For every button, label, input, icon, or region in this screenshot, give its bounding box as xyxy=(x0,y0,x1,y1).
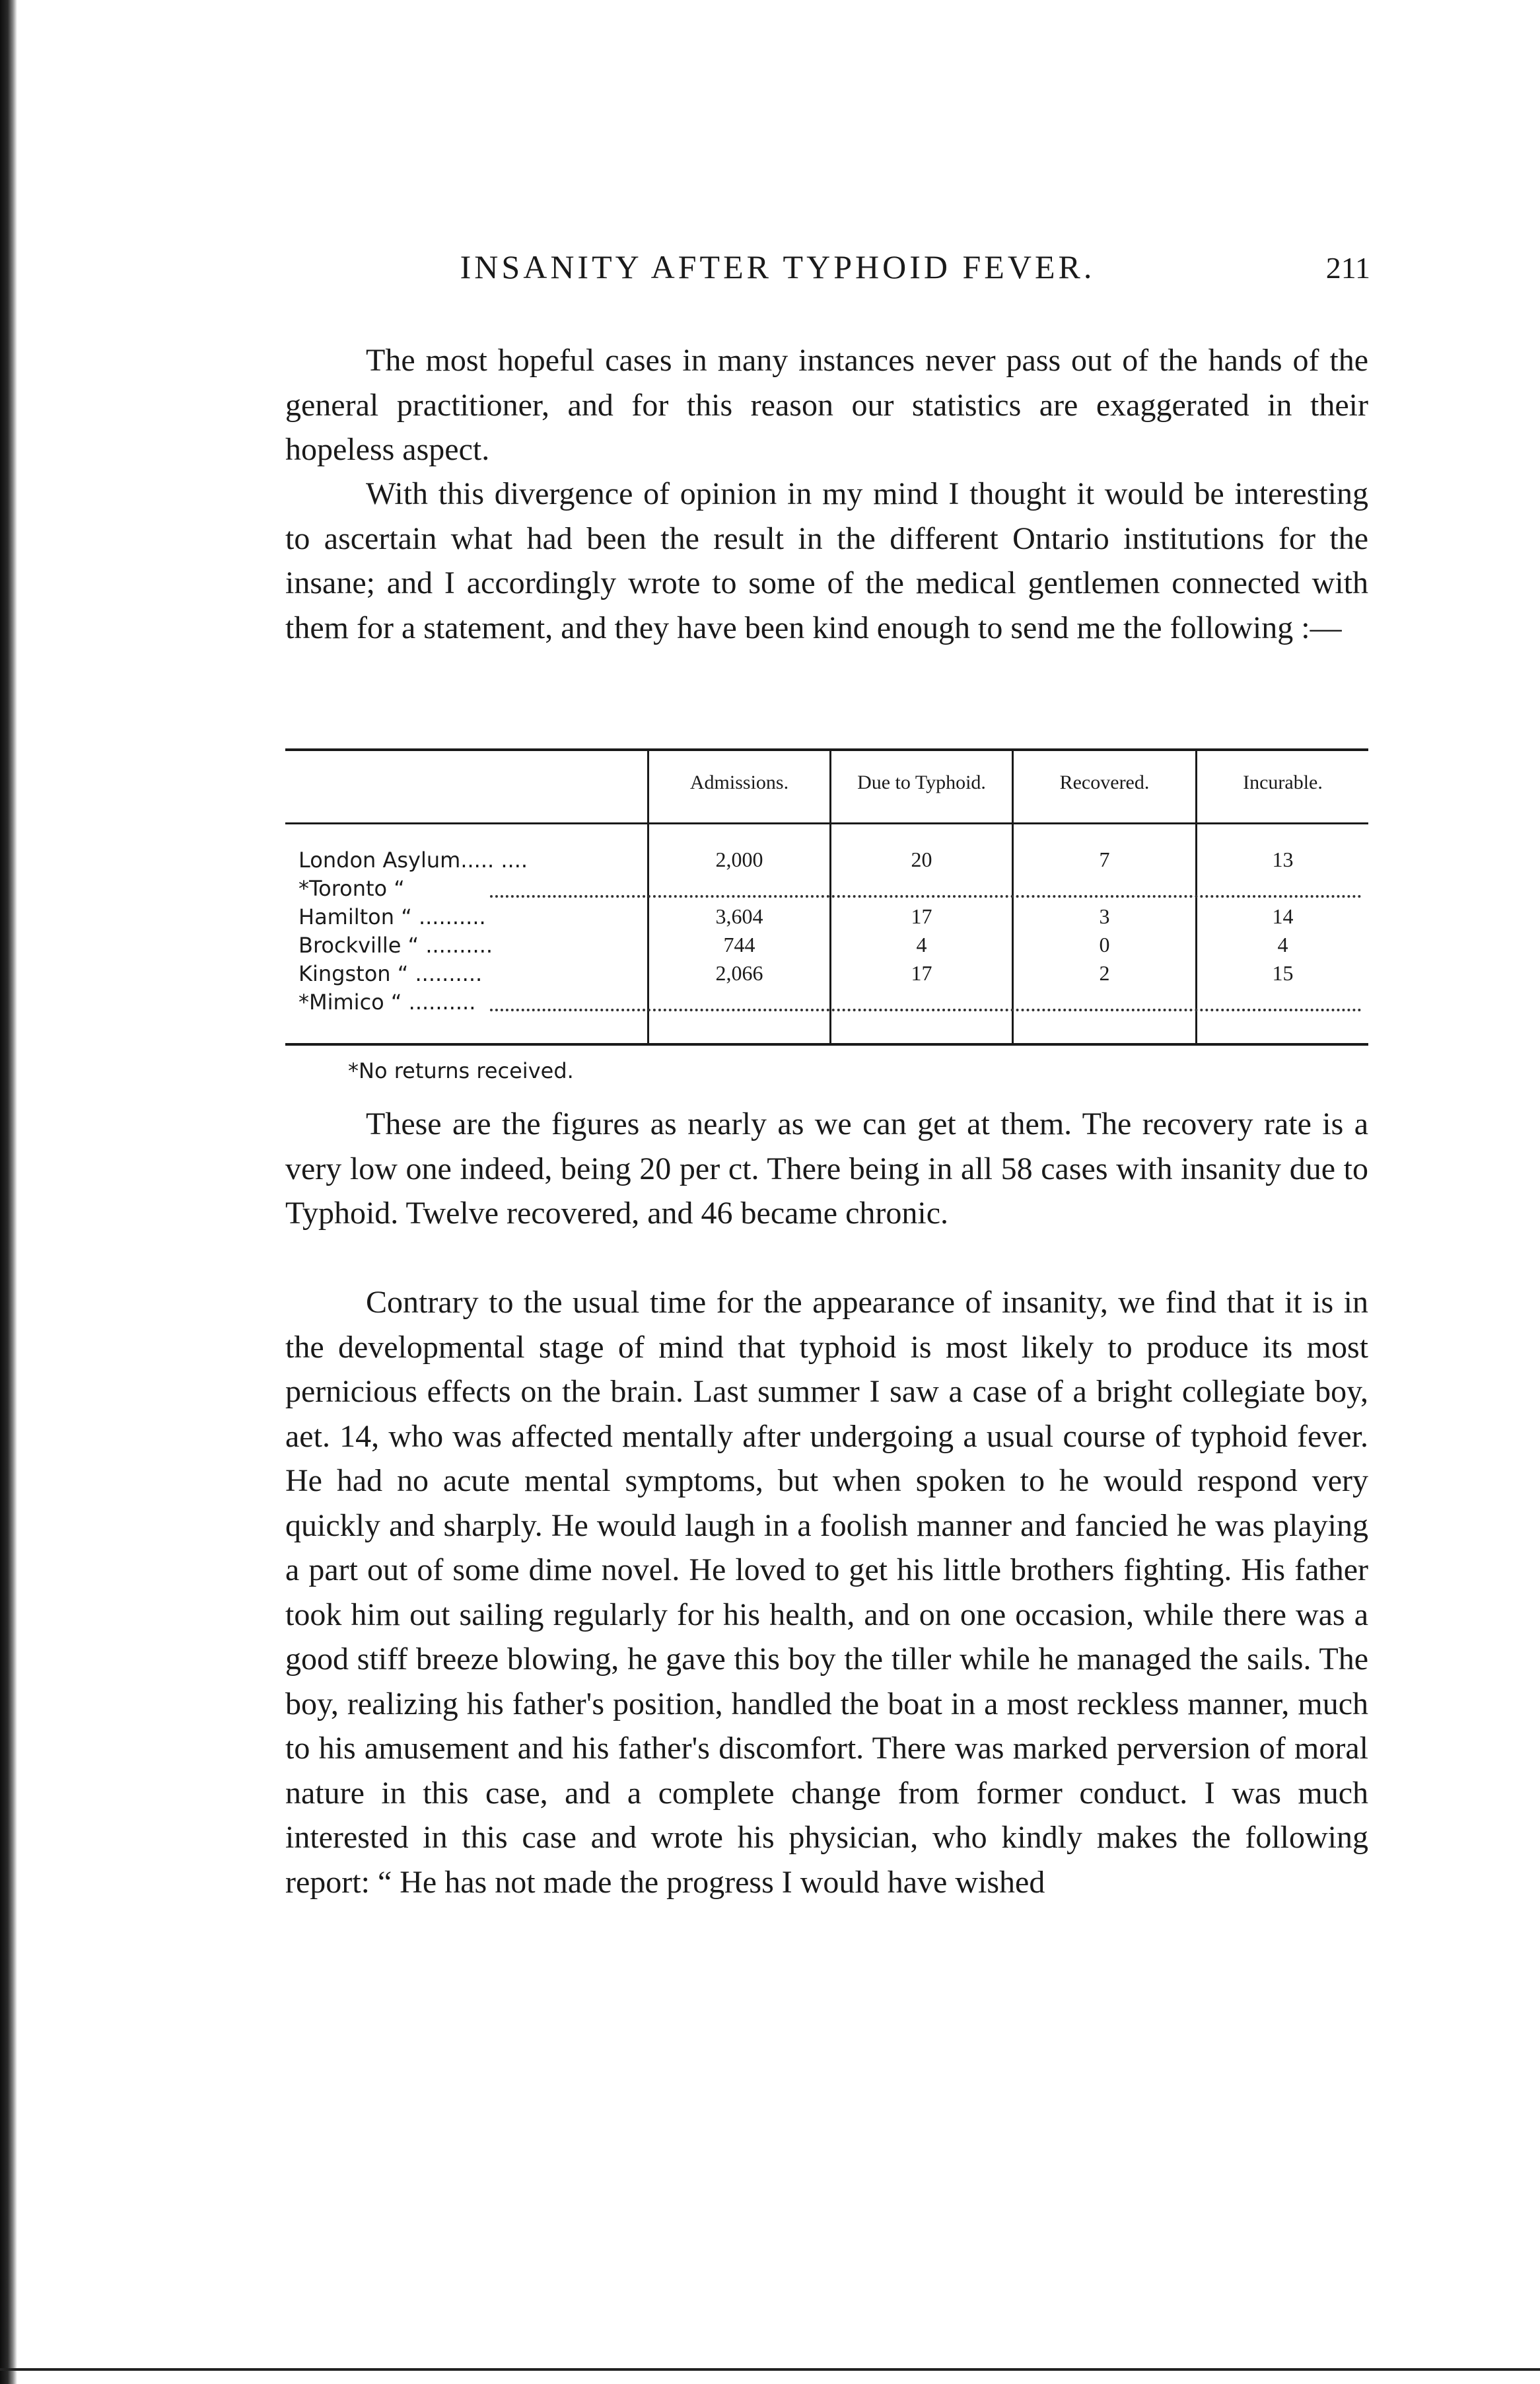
cell-kingston-admissions: 2,066 xyxy=(715,961,763,985)
dotted-leader-mimico xyxy=(490,1009,1362,1011)
running-head: INSANITY AFTER TYPHOID FEVER. xyxy=(460,248,1096,285)
header-recovered: Recovered. xyxy=(1059,772,1150,793)
paragraph-4: Contrary to the usual time for the appearance of insanity, we find that it is in the developmental stage of mind that typhoid is most likely to produce its most pernicious effects on the brain. Last summer I saw a case of a bright collegiate boy, aet. 14, who was affected mentally after undergoing a usual course of typhoid fever. He had no acute mental symptoms, but when spoken to he would respond very quickly and sharply. He would laugh in a foolish manner and fancied he was playing a part out of some dime novel. He loved to get his little brothers fighting. His father took him out sailing regularly for his health, and on one occasion, while there was a good stiff breeze blowing, he gave this boy the tiller while he managed the sails. The boy, realizing his father's position, handled the boat in a most reckless manner, much to his amusement and his father's discomfort. There was marked perversion of moral nature in this case, and a complete change from former conduct. I was much interested in this case and wrote his physician, who kindly makes the following report: “ He has not made the progress I would have wished xyxy=(285,1285,1368,1900)
cell-brockville-recovered: 0 xyxy=(1099,933,1110,957)
table-top-rule xyxy=(285,748,1368,751)
cell-hamilton-typhoid: 17 xyxy=(911,904,932,928)
cell-london-recovered: 7 xyxy=(1099,848,1110,871)
header-due-to-typhoid: Due to Typhoid. xyxy=(857,772,986,793)
row-label-toronto: *Toronto “ xyxy=(298,876,405,901)
cell-london-typhoid: 20 xyxy=(911,848,932,871)
page-number: 211 xyxy=(1325,251,1370,285)
cell-kingston-incurable: 15 xyxy=(1272,961,1294,985)
paragraph-1: The most hopeful cases in many instances never pass out of the hands of the general practitioner, and for this reason our statistics are exaggerated in their hopeless aspect. xyxy=(285,343,1368,467)
cell-hamilton-admissions: 3,604 xyxy=(715,904,763,928)
cell-hamilton-incurable: 14 xyxy=(1272,904,1294,928)
table-footnote: *No returns received. xyxy=(348,1058,574,1083)
row-label-kingston: Kingston “ .......... xyxy=(298,961,483,986)
dotted-leader-toronto xyxy=(490,895,1362,898)
paragraph-2: With this divergence of opinion in my mind I thought it would be interesting to ascertain what had been the result in the different Ontario institutions for the insane; and I accordingly wrote to some of the medical gentlemen connected with them for a statement, and they have been kind enough to send me the following :— xyxy=(285,476,1368,645)
row-label-london: London Asylum..... .... xyxy=(298,848,528,873)
statistics-table xyxy=(285,748,1368,1046)
cell-kingston-recovered: 2 xyxy=(1099,961,1110,985)
scan-bottom-edge xyxy=(0,2368,1540,2371)
cell-brockville-admissions: 744 xyxy=(723,933,755,957)
row-label-hamilton: Hamilton “ .......... xyxy=(298,904,486,929)
cell-london-admissions: 2,000 xyxy=(715,848,763,871)
page-header xyxy=(284,248,1370,294)
cell-kingston-typhoid: 17 xyxy=(911,961,932,985)
row-label-mimico: *Mimico “ .......... xyxy=(298,990,476,1015)
table-bottom-rule xyxy=(285,1043,1368,1046)
header-admissions: Admissions. xyxy=(689,772,789,793)
cell-brockville-incurable: 4 xyxy=(1277,933,1288,957)
paragraph-3: These are the figures as nearly as we can get at them. The recovery rate is a very low one indeed, being 20 per ct. There being in all 58 cases with insanity due to Typhoid. Twelve recovered, and 46 became chronic. xyxy=(285,1106,1368,1231)
scan-binding-edge xyxy=(0,0,17,2384)
cell-hamilton-recovered: 3 xyxy=(1099,904,1110,928)
cell-brockville-typhoid: 4 xyxy=(916,933,927,957)
table-header-rule xyxy=(285,822,1368,824)
row-label-brockville: Brockville “ .......... xyxy=(298,933,493,958)
header-incurable: Incurable. xyxy=(1243,772,1323,793)
cell-london-incurable: 13 xyxy=(1272,848,1294,871)
